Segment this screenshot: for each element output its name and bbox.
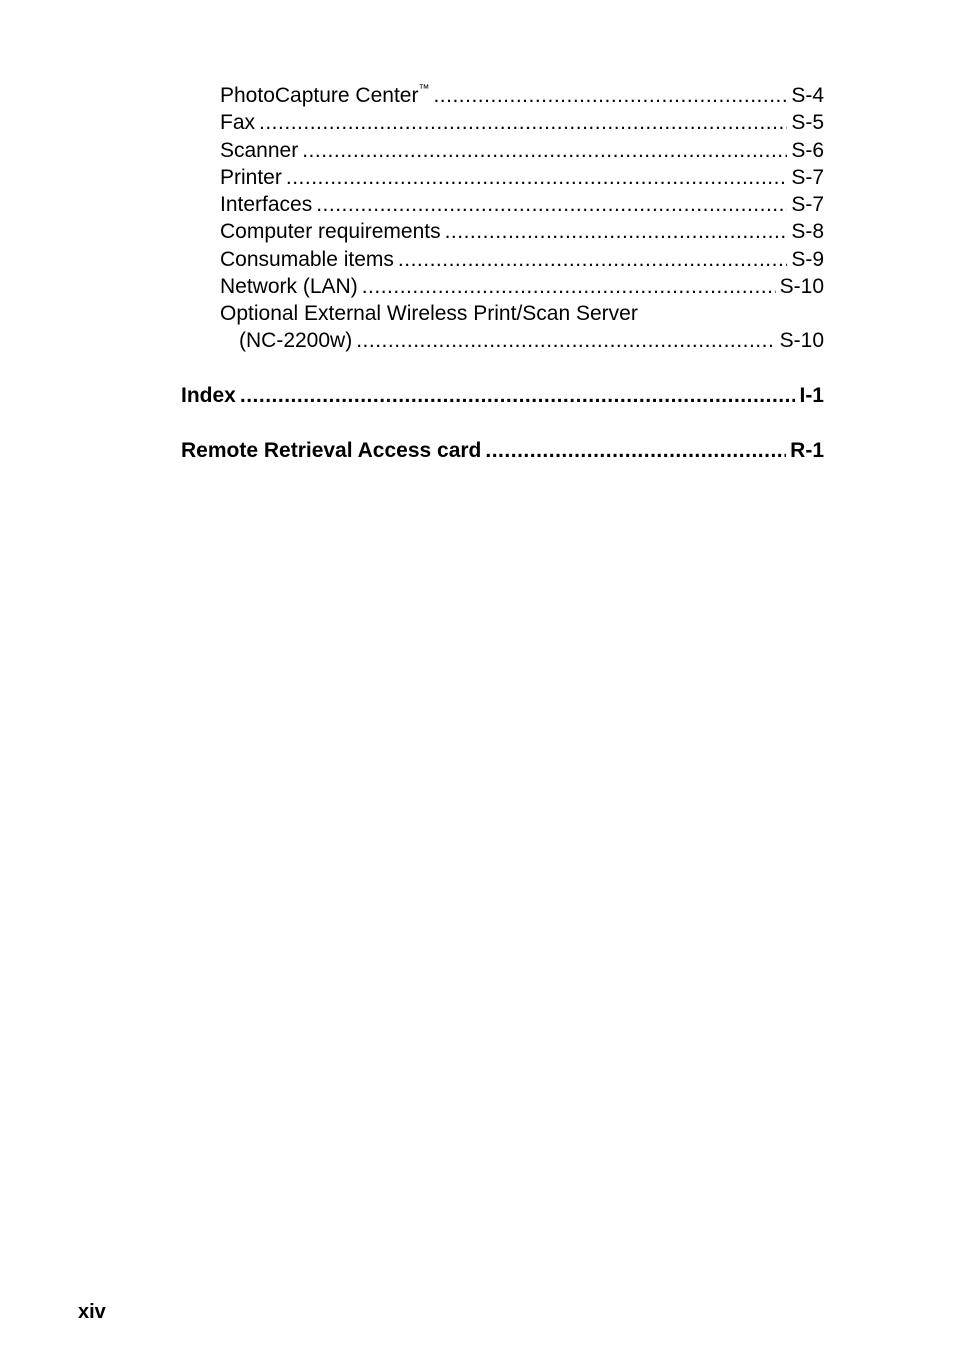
dot-leader bbox=[485, 438, 786, 464]
trademark-symbol: ™ bbox=[418, 83, 430, 95]
dot-leader bbox=[240, 383, 796, 409]
toc-entry-label: Computer requirements bbox=[220, 220, 441, 243]
toc-entry-label: (NC-2200w) bbox=[239, 329, 353, 352]
toc-entry-label: Fax bbox=[220, 111, 256, 134]
toc-entry-page: S-7 bbox=[791, 193, 824, 216]
toc-entry-page: S-6 bbox=[791, 139, 824, 162]
toc-entry-label: Consumable items bbox=[220, 248, 394, 271]
toc-entry-page: I-1 bbox=[799, 384, 824, 407]
toc-entry-page: S-8 bbox=[791, 220, 824, 243]
toc-entry-label: Printer bbox=[220, 166, 282, 189]
toc-entry-consumable-items[interactable] bbox=[220, 247, 824, 273]
toc-entry-label: Index bbox=[181, 384, 236, 407]
toc-entry-page: S-9 bbox=[791, 248, 824, 271]
toc-entry-network-lan[interactable] bbox=[220, 274, 824, 300]
toc-entry-page: S-10 bbox=[779, 329, 824, 352]
toc-entry-printer[interactable] bbox=[220, 165, 824, 191]
toc-entry-label: PhotoCapture Center bbox=[220, 84, 419, 107]
toc-entry-photocapture-center[interactable] bbox=[220, 83, 824, 112]
toc-entry-label: Remote Retrieval Access card bbox=[181, 439, 482, 462]
toc-entry-wireless-server[interactable] bbox=[239, 328, 824, 354]
toc-entry-scanner[interactable] bbox=[220, 138, 824, 164]
dot-leader bbox=[316, 192, 787, 218]
dot-leader bbox=[302, 138, 787, 164]
toc-entry-page: R-1 bbox=[790, 439, 824, 462]
dot-leader bbox=[362, 274, 776, 300]
toc-entry-page: S-4 bbox=[791, 84, 824, 107]
page-number: xiv bbox=[78, 1301, 106, 1323]
toc-entry-remote-retrieval-access-card[interactable] bbox=[181, 438, 824, 464]
toc-entry-label: Network (LAN) bbox=[220, 275, 358, 298]
toc-entry-interfaces[interactable] bbox=[220, 192, 824, 218]
toc-entry-page: S-5 bbox=[791, 111, 824, 134]
toc-entry-wireless-server-line1[interactable]: Optional External Wireless Print/Scan Server bbox=[220, 302, 638, 325]
toc-entry-label: Scanner bbox=[220, 139, 299, 162]
dot-leader bbox=[445, 219, 788, 245]
toc-entry-index[interactable] bbox=[181, 383, 824, 409]
toc-entry-page: S-7 bbox=[791, 166, 824, 189]
toc-entry-label: Interfaces bbox=[220, 193, 313, 216]
dot-leader bbox=[356, 328, 775, 354]
toc-entry-page: S-10 bbox=[779, 275, 824, 298]
toc-entry-computer-requirements[interactable] bbox=[220, 219, 824, 245]
dot-leader bbox=[433, 83, 787, 109]
toc-entry-fax[interactable] bbox=[220, 110, 824, 136]
dot-leader bbox=[259, 110, 787, 136]
dot-leader bbox=[398, 247, 787, 273]
dot-leader bbox=[286, 165, 787, 191]
